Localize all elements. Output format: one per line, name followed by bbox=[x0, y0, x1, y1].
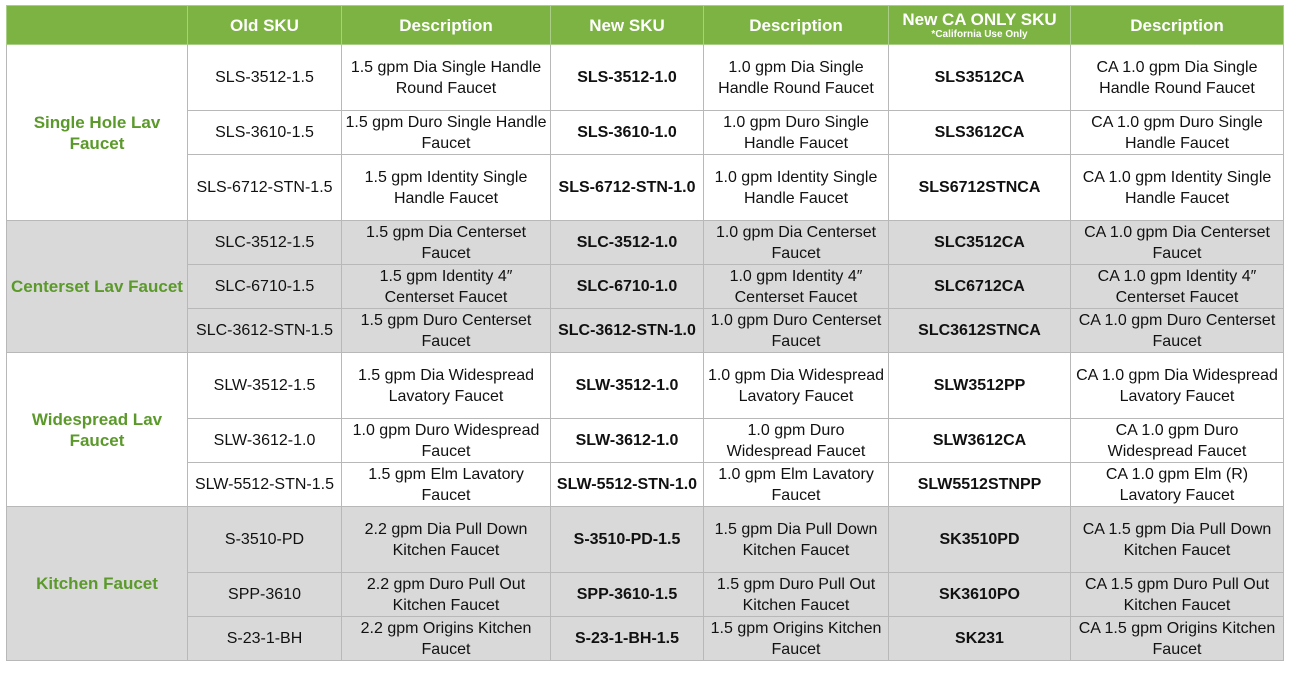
category-label: Kitchen Faucet bbox=[7, 507, 188, 661]
ca-description-cell: CA 1.0 gpm Dia Centerset Faucet bbox=[1071, 221, 1284, 265]
old-sku-cell: SLS-3512-1.5 bbox=[188, 45, 342, 111]
new-description-cell: 1.5 gpm Dia Pull Down Kitchen Faucet bbox=[704, 507, 889, 573]
category-label: Centerset Lav Faucet bbox=[7, 221, 188, 353]
new-sku-cell: S-3510-PD-1.5 bbox=[551, 507, 704, 573]
table-row bbox=[7, 309, 1284, 353]
old-description-cell: 1.5 gpm Dia Single Handle Round Faucet bbox=[342, 45, 551, 111]
old-sku-cell: SLC-6710-1.5 bbox=[188, 265, 342, 309]
table-row bbox=[7, 419, 1284, 463]
new-description-cell: 1.0 gpm Identity Single Handle Faucet bbox=[704, 155, 889, 221]
old-sku-cell: SPP-3610 bbox=[188, 573, 342, 617]
new-description-cell: 1.5 gpm Origins Kitchen Faucet bbox=[704, 617, 889, 661]
ca-sku-cell: SLW3512PP bbox=[889, 353, 1071, 419]
old-description-cell: 1.5 gpm Dia Widespread Lavatory Faucet bbox=[342, 353, 551, 419]
table-row bbox=[7, 111, 1284, 155]
ca-description-cell: CA 1.0 gpm Dia Widespread Lavatory Faucet bbox=[1071, 353, 1284, 419]
ca-description-cell: CA 1.0 gpm Identity 4″ Centerset Faucet bbox=[1071, 265, 1284, 309]
old-sku-cell: S-23-1-BH bbox=[188, 617, 342, 661]
ca-sku-cell: SLS6712STNCA bbox=[889, 155, 1071, 221]
old-description-cell: 1.0 gpm Duro Widespread Faucet bbox=[342, 419, 551, 463]
sku-conversion-table bbox=[6, 5, 1284, 661]
new-sku-cell: SLW-5512-STN-1.0 bbox=[551, 463, 704, 507]
old-description-cell: 2.2 gpm Origins Kitchen Faucet bbox=[342, 617, 551, 661]
ca-sku-cell: SLC6712CA bbox=[889, 265, 1071, 309]
old-sku-cell: SLW-3512-1.5 bbox=[188, 353, 342, 419]
new-description-cell: 1.0 gpm Dia Centerset Faucet bbox=[704, 221, 889, 265]
new-description-cell: 1.0 gpm Duro Single Handle Faucet bbox=[704, 111, 889, 155]
table-row bbox=[7, 221, 1284, 265]
table-row bbox=[7, 463, 1284, 507]
old-description-cell: 1.5 gpm Duro Centerset Faucet bbox=[342, 309, 551, 353]
new-description-cell: 1.5 gpm Duro Pull Out Kitchen Faucet bbox=[704, 573, 889, 617]
ca-sku-cell: SK231 bbox=[889, 617, 1071, 661]
ca-description-cell: CA 1.0 gpm Duro Widespread Faucet bbox=[1071, 419, 1284, 463]
table-row bbox=[7, 45, 1284, 111]
new-sku-cell: SLS-3610-1.0 bbox=[551, 111, 704, 155]
table-row bbox=[7, 155, 1284, 221]
ca-description-cell: CA 1.0 gpm Identity Single Handle Faucet bbox=[1071, 155, 1284, 221]
ca-description-cell: CA 1.0 gpm Elm (R) Lavatory Faucet bbox=[1071, 463, 1284, 507]
old-description-cell: 2.2 gpm Dia Pull Down Kitchen Faucet bbox=[342, 507, 551, 573]
new-sku-cell: SLC-3512-1.0 bbox=[551, 221, 704, 265]
new-sku-cell: SLC-6710-1.0 bbox=[551, 265, 704, 309]
old-description-cell: 1.5 gpm Duro Single Handle Faucet bbox=[342, 111, 551, 155]
old-description-cell: 1.5 gpm Identity Single Handle Faucet bbox=[342, 155, 551, 221]
table-row bbox=[7, 265, 1284, 309]
old-sku-cell: SLS-3610-1.5 bbox=[188, 111, 342, 155]
ca-description-cell: CA 1.5 gpm Origins Kitchen Faucet bbox=[1071, 617, 1284, 661]
new-description-cell: 1.0 gpm Elm Lavatory Faucet bbox=[704, 463, 889, 507]
header-old-sku: Old SKU bbox=[188, 6, 342, 45]
ca-description-cell: CA 1.5 gpm Duro Pull Out Kitchen Faucet bbox=[1071, 573, 1284, 617]
header-ca-sku bbox=[889, 6, 1071, 45]
category-label: Widespread Lav Faucet bbox=[7, 353, 188, 507]
old-sku-cell: SLS-6712-STN-1.5 bbox=[188, 155, 342, 221]
old-sku-cell: SLW-5512-STN-1.5 bbox=[188, 463, 342, 507]
new-description-cell: 1.0 gpm Duro Widespread Faucet bbox=[704, 419, 889, 463]
table-row bbox=[7, 617, 1284, 661]
old-sku-cell: S-3510-PD bbox=[188, 507, 342, 573]
old-description-cell: 1.5 gpm Identity 4″ Centerset Faucet bbox=[342, 265, 551, 309]
category-group bbox=[7, 353, 1284, 507]
category-label: Single Hole Lav Faucet bbox=[7, 45, 188, 221]
ca-description-cell: CA 1.0 gpm Duro Centerset Faucet bbox=[1071, 309, 1284, 353]
ca-description-cell: CA 1.0 gpm Dia Single Handle Round Faucet bbox=[1071, 45, 1284, 111]
header-ca-description: Description bbox=[1071, 6, 1284, 45]
old-description-cell: 1.5 gpm Dia Centerset Faucet bbox=[342, 221, 551, 265]
new-sku-cell: SLC-3612-STN-1.0 bbox=[551, 309, 704, 353]
old-sku-cell: SLC-3612-STN-1.5 bbox=[188, 309, 342, 353]
ca-sku-cell: SK3510PD bbox=[889, 507, 1071, 573]
ca-description-cell: CA 1.5 gpm Dia Pull Down Kitchen Faucet bbox=[1071, 507, 1284, 573]
table-row bbox=[7, 573, 1284, 617]
header-new-description: Description bbox=[704, 6, 889, 45]
header-row bbox=[7, 6, 1284, 45]
ca-description-cell: CA 1.0 gpm Duro Single Handle Faucet bbox=[1071, 111, 1284, 155]
new-description-cell: 1.0 gpm Dia Widespread Lavatory Faucet bbox=[704, 353, 889, 419]
table-row bbox=[7, 507, 1284, 573]
old-description-cell: 1.5 gpm Elm Lavatory Faucet bbox=[342, 463, 551, 507]
ca-sku-cell: SLC3512CA bbox=[889, 221, 1071, 265]
ca-sku-cell: SK3610PO bbox=[889, 573, 1071, 617]
table-row bbox=[7, 353, 1284, 419]
ca-sku-cell: SLS3512CA bbox=[889, 45, 1071, 111]
new-sku-cell: SPP-3610-1.5 bbox=[551, 573, 704, 617]
category-group bbox=[7, 45, 1284, 221]
new-sku-cell: SLW-3512-1.0 bbox=[551, 353, 704, 419]
header-ca-sku-note: *California Use Only bbox=[931, 29, 1028, 40]
ca-sku-cell: SLW3612CA bbox=[889, 419, 1071, 463]
header-new-sku: New SKU bbox=[551, 6, 704, 45]
ca-sku-cell: SLC3612STNCA bbox=[889, 309, 1071, 353]
header-ca-sku-label: New CA ONLY SKU bbox=[902, 10, 1057, 29]
header-old-description: Description bbox=[342, 6, 551, 45]
category-group bbox=[7, 221, 1284, 353]
ca-sku-cell: SLS3612CA bbox=[889, 111, 1071, 155]
new-sku-cell: SLW-3612-1.0 bbox=[551, 419, 704, 463]
new-description-cell: 1.0 gpm Identity 4″ Centerset Faucet bbox=[704, 265, 889, 309]
new-sku-cell: SLS-6712-STN-1.0 bbox=[551, 155, 704, 221]
ca-sku-cell: SLW5512STNPP bbox=[889, 463, 1071, 507]
old-sku-cell: SLC-3512-1.5 bbox=[188, 221, 342, 265]
new-sku-cell: SLS-3512-1.0 bbox=[551, 45, 704, 111]
category-group bbox=[7, 507, 1284, 661]
header-corner-cell bbox=[7, 6, 188, 45]
new-description-cell: 1.0 gpm Duro Centerset Faucet bbox=[704, 309, 889, 353]
new-sku-cell: S-23-1-BH-1.5 bbox=[551, 617, 704, 661]
new-description-cell: 1.0 gpm Dia Single Handle Round Faucet bbox=[704, 45, 889, 111]
old-description-cell: 2.2 gpm Duro Pull Out Kitchen Faucet bbox=[342, 573, 551, 617]
old-sku-cell: SLW-3612-1.0 bbox=[188, 419, 342, 463]
